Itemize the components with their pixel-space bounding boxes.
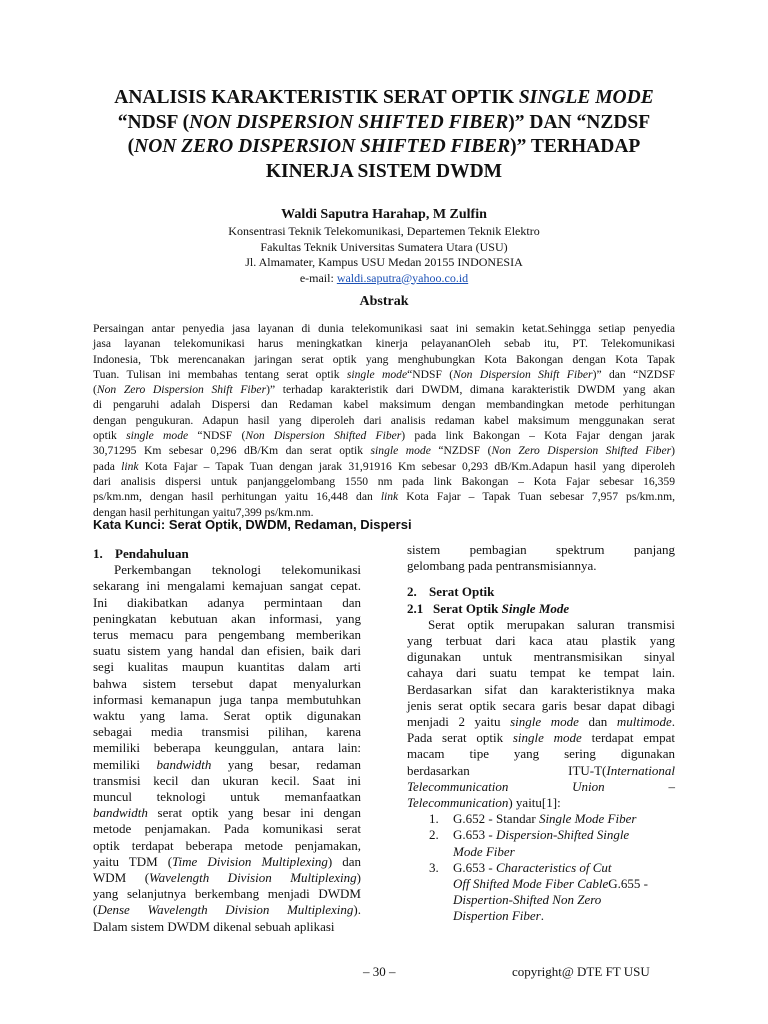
- body-line: Telecommunication Union –: [407, 778, 675, 794]
- body-line: sistem pembagian spektrum panjang: [407, 542, 675, 557]
- body-line: yang selanjutnya berkembang menjadi DWDM: [93, 886, 361, 902]
- abstract-line: Tuan. Tulisan ini membahas tentang serat optik single mode“NDSF (Non Dispersion Shift Fiber)” dan “NZDSF: [93, 367, 675, 381]
- body-line: Dalam sistem DWDM dikenal sebuah aplikasi: [93, 918, 335, 934]
- abstract-line: optik single mode “NDSF (Non Dispersion Shifted Fiber) pada link Bakongan – Kota Fajar dengan jarak: [93, 429, 675, 443]
- fiber-type-list: [407, 811, 675, 924]
- abstract-line: dengan pengukuran. Adapun hasil yang diperoleh dari analisis redaman kabel maksimum menggunakan serat: [93, 413, 675, 427]
- body-line: Serat optik merupakan saluran transmisi: [428, 616, 675, 632]
- title-line-2b: )” DAN “NZDSF: [508, 111, 651, 133]
- body-line: bahwa sistem tersebut dapat menyalurkan: [93, 675, 361, 691]
- body-line: memiliki bandwidth yang besar, redaman: [93, 756, 361, 772]
- email-label: e-mail:: [299, 270, 334, 285]
- list-item: 2. G.653 - Dispersion-Shifted Single Mode Fiber: [429, 827, 630, 859]
- body-line: informasi kemanapun juga tanpa membutuhkan: [93, 691, 361, 707]
- body-line: waktu yang lama. Serat optik digunakan: [93, 708, 361, 724]
- body-line: peningkatan kebutuan akan informasi, yang: [93, 610, 361, 626]
- body-line: berdasarkan ITU-T(International: [407, 762, 675, 778]
- abstract-line: Indonesia, Tbk merencanakan jaringan serat optik yang menghubungkan Kota Bakongan dengan Kota Tapak: [93, 352, 675, 366]
- right-column: [407, 542, 675, 925]
- section-heading-pendahuluan: 1. Pendahuluan: [93, 546, 189, 561]
- abstract-line: ps/km.nm, dengan hasil perhitungan yaitu 16,448 dan link Kota Fajar – Tapak Tuan sebesar 7,957 ps/km.nm,: [93, 490, 676, 504]
- footer-copyright: copyright@ DTE FT USU: [512, 964, 650, 979]
- body-line: gelombang pada pentransmisiannya.: [407, 558, 597, 574]
- title-line-1-emphasis: SINGLE MODE: [518, 87, 654, 108]
- body-line: sebagai media transmisi pilihan, karena: [93, 724, 361, 740]
- section-heading-serat-optik: 2. Serat Optik: [407, 584, 495, 600]
- abstract-line: di pengaruhi adalah Dispersi dan Redaman kabel maksimum dengan membandingkan metode perhitungan: [93, 398, 675, 412]
- title-line-3a: (: [127, 136, 135, 157]
- email-link[interactable]: waldi.saputra@yahoo.co.id: [336, 270, 469, 285]
- body-line: muncul teknologi untuk memanfaatkan: [93, 789, 361, 805]
- list-item: 3. G.653 - Characteristics of Cut Off Shifted Mode Fiber CableG.655 - Dispertion-Shifted Non Zero Dispertion Fiber.: [429, 859, 648, 924]
- title-line-2a: “NDSF (: [117, 111, 190, 133]
- author-block: [100, 206, 668, 286]
- abstract-line: Persaingan antar penyedia jasa layanan di dunia telekomunikasi saat ini semakin ketat.Sehingga setiap penyedia: [93, 322, 675, 335]
- body-line: WDM (Wavelength Division Multiplexing): [93, 870, 361, 886]
- body-line: jenis serat optik secara garis besar dapat dibagi: [407, 697, 675, 713]
- body-line: transmisi kecil dan ukuran kecil. Saat ini: [93, 772, 361, 788]
- body-line: Telecommunication) yaitu[1]:: [407, 795, 561, 811]
- affiliation-faculty: Fakultas Teknik Universitas Sumatera Utara (USU): [260, 239, 508, 254]
- affiliation-address: Jl. Almamater, Kampus USU Medan 20155 INDONESIA: [245, 255, 523, 269]
- body-line: menjadi 2 yaitu single mode dan multimode.: [407, 714, 675, 730]
- body-line: macam tipe yang sering digunakan: [407, 746, 675, 762]
- author-names: Waldi Saputra Harahap, M Zulfin: [281, 207, 487, 222]
- body-line: metode penjamakan. Pada komunikasi serat: [93, 821, 361, 837]
- abstract-line: jasa layanan telekomunikasi harus meningkatkan kinerja pelayananOleh sebab itu, PT. Telekomunikasi: [93, 337, 675, 351]
- body-line: suatu sistem yang handal dan efisien, baik dari: [93, 643, 361, 659]
- body-line: bandwidth serat optik yang besar ini dengan: [93, 805, 361, 821]
- title-line-1: ANALISIS KARAKTERISTIK SERAT OPTIK: [114, 87, 514, 108]
- body-line: yaitu TDM (Time Division Multiplexing) dan: [93, 853, 362, 869]
- body-line: digunakan untuk mentransmisikan sinyal: [407, 649, 675, 665]
- title-line-2-emphasis: NON DISPERSION SHIFTED FIBER: [189, 111, 509, 133]
- abstract-line: dengan hasil perhitungan yaitu7,399 ps/km.nm.: [93, 505, 314, 519]
- body-line: Pada serat optik single mode terdapat empat: [407, 730, 675, 746]
- abstract-line: dari analisis dispersi untuk panjanggelombang 1550 nm pada link Bakongan – Kota Fajar sebesar 16,359: [93, 474, 675, 488]
- body-line: terus memacu para pengembang memberikan: [93, 627, 361, 643]
- title-line-4: KINERJA SISTEM DWDM: [265, 160, 503, 182]
- body-line: optik terdapat beberapa metode penjamakan,: [93, 837, 361, 853]
- body-line: segi kualitas maupun kuantitas dalam arti: [93, 659, 361, 675]
- left-column: [93, 542, 361, 935]
- paper-title: [60, 86, 708, 184]
- title-line-3-emphasis: NON ZERO DISPERSION SHIFTED FIBER: [134, 136, 511, 157]
- keywords: Kata Kunci: Serat Optik, DWDM, Redaman, Dispersi: [93, 517, 412, 532]
- body-line: (Dense Wavelength Division Multiplexing).: [93, 902, 361, 918]
- abstract-line: (Non Zero Dispersion Shift Fiber)” terhadap karakteristik dari DWDM, dimana karakteristik DWDM yang akan: [93, 383, 676, 397]
- body-line: memiliki beberapa keunggulan, antara lain:: [93, 740, 361, 756]
- affiliation-department: Konsentrasi Teknik Telekomunikasi, Departemen Teknik Elektro: [228, 224, 540, 238]
- abstract-body: [93, 321, 675, 520]
- body-line: sekarang ini mengalami kemajuan sangat cepat.: [93, 578, 361, 594]
- abstract-line: 30,71295 Km sebesar 0,296 dB/Km dan serat optik single mode “NZDSF (Non Zero Dispersion Shifted Fiber): [93, 444, 675, 458]
- body-line: Perkembangan teknologi telekomunikasi: [114, 562, 361, 578]
- body-line: Ini diakibatkan adanya permintaan dan: [93, 594, 361, 610]
- body-line: yang terbuat dari kaca atau plastik yang: [407, 633, 675, 649]
- title-line-3b: )” TERHADAP: [510, 136, 641, 157]
- subsection-heading-single-mode: 2.1 Serat Optik Single Mode: [407, 600, 570, 616]
- list-item: 1. G.652 - Standar Single Mode Fiber: [429, 811, 637, 827]
- abstract-heading: Abstrak: [359, 294, 409, 309]
- body-line: cahaya dari suatu tempat ke tempat lain.: [407, 665, 675, 681]
- page-number: – 30 –: [363, 964, 396, 979]
- body-line: Berdasarkan sifat dan karakteristiknya maka: [407, 681, 675, 697]
- abstract-line: pada link Kota Fajar – Tapak Tuan dengan jarak 31,91916 Km sebesar 0,293 dB/Km.Adapun hasil yang diperoleh: [93, 459, 675, 473]
